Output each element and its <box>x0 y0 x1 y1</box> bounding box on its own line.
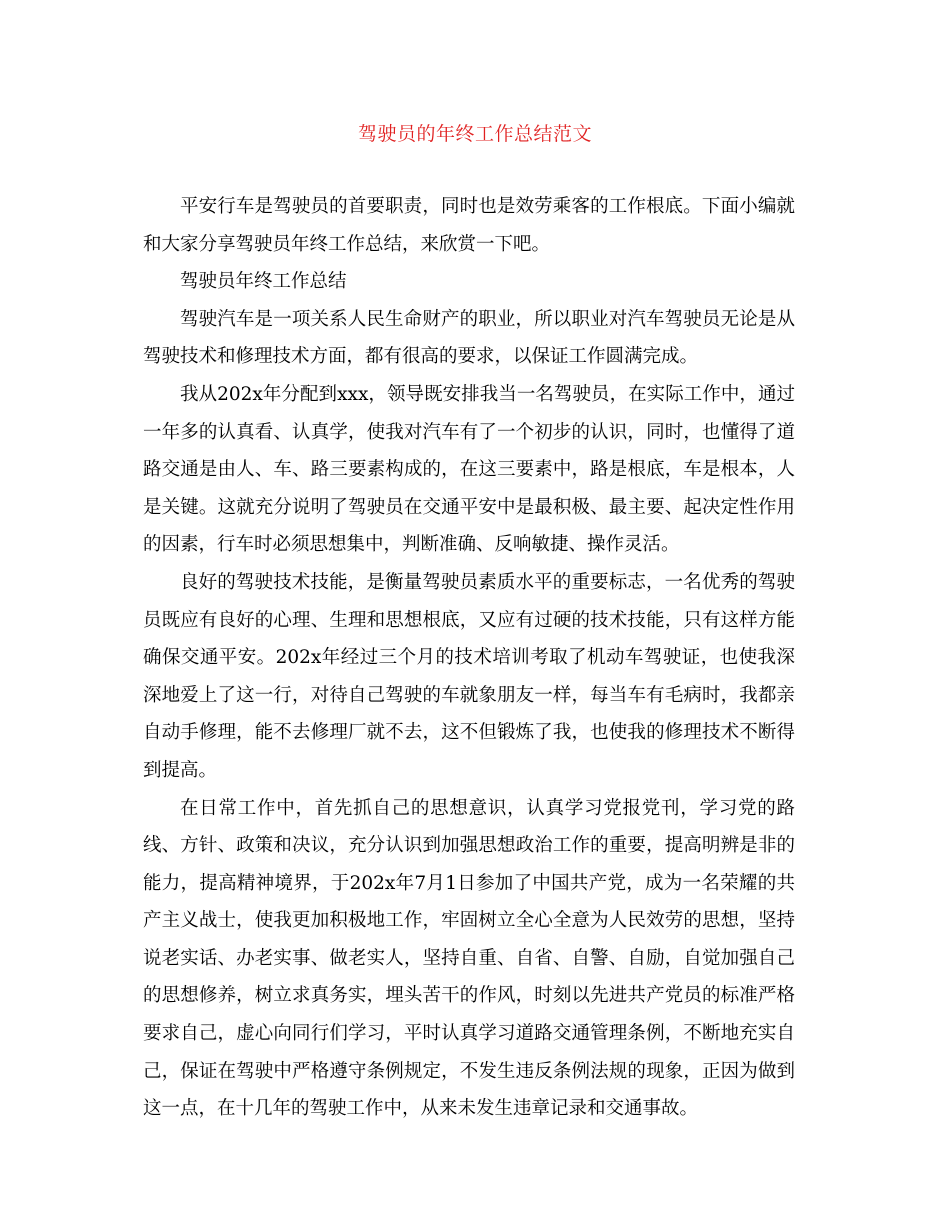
document-body <box>143 188 795 1128</box>
paragraph-daily-work: 在日常工作中，首先抓自己的思想意识，认真学习党报党刊，学习党的路线、方针、政策和决议，充分认识到加强思想政治工作的重要，提高明辨是非的能力，提高精神境界，于202x年7月1日参加了中国共产党，成为一名荣耀的共产主义战士，使我更加积极地工作，牢固树立全心全意为人民效劳的思想，坚持说老实话、办老实事、做老实人，坚持自重、自省、自警、自励，自觉加强自己的思想修养，树立求真务实，埋头苦干的作风，时刻以先进共产党员的标准严格要求自己，虚心向同行们学习，平时认真学习道路交通管理条例，不断地充实自己，保证在驾驶中严格遵守条例规定，不发生违反条例法规的现象，正因为做到这一点，在十几年的驾驶工作中，从来未发生违章记录和交通事故。 <box>143 797 795 1120</box>
paragraph-subheading: 驾驶员年终工作总结 <box>180 271 347 293</box>
paragraph-skills: 良好的驾驶技术技能，是衡量驾驶员素质水平的重要标志，一名优秀的驾驶员既应有良好的心理、生理和思想根底，又应有过硬的技术技能，只有这样方能确保交通平安。202x年经过三个月的技术培训考取了机动车驾驶证，也使我深深地爱上了这一行，对待自己驾驶的车就象朋友一样，每当车有毛病时，我都亲自动手修理，能不去修理厂就不去，这不但锻炼了我，也使我的修理技术不断得到提高。 <box>143 571 795 781</box>
paragraph-assignment: 我从202x年分配到xxx，领导既安排我当一名驾驶员，在实际工作中，通过一年多的认真看、认真学，使我对汽车有了一个初步的认识，同时，也懂得了道路交通是由人、车、路三要素构成的，在这三要素中，路是根底，车是根本，人是关键。这就充分说明了驾驶员在交通平安中是最积极、最主要、起决定性作用的因素，行车时必须思想集中，判断准确、反响敏捷、操作灵活。 <box>143 383 795 556</box>
paragraph-intro: 平安行车是驾驶员的首要职责，同时也是效劳乘客的工作根底。下面小编就和大家分享驾驶员年终工作总结，来欣赏一下吧。 <box>143 196 795 255</box>
document-title: 驾驶员的年终工作总结范文 <box>357 123 592 145</box>
paragraph-driving-profession: 驾驶汽车是一项关系人民生命财产的职业，所以职业对汽车驾驶员无论是从驾驶技术和修理技术方面，都有很高的要求，以保证工作圆满完成。 <box>143 308 795 368</box>
